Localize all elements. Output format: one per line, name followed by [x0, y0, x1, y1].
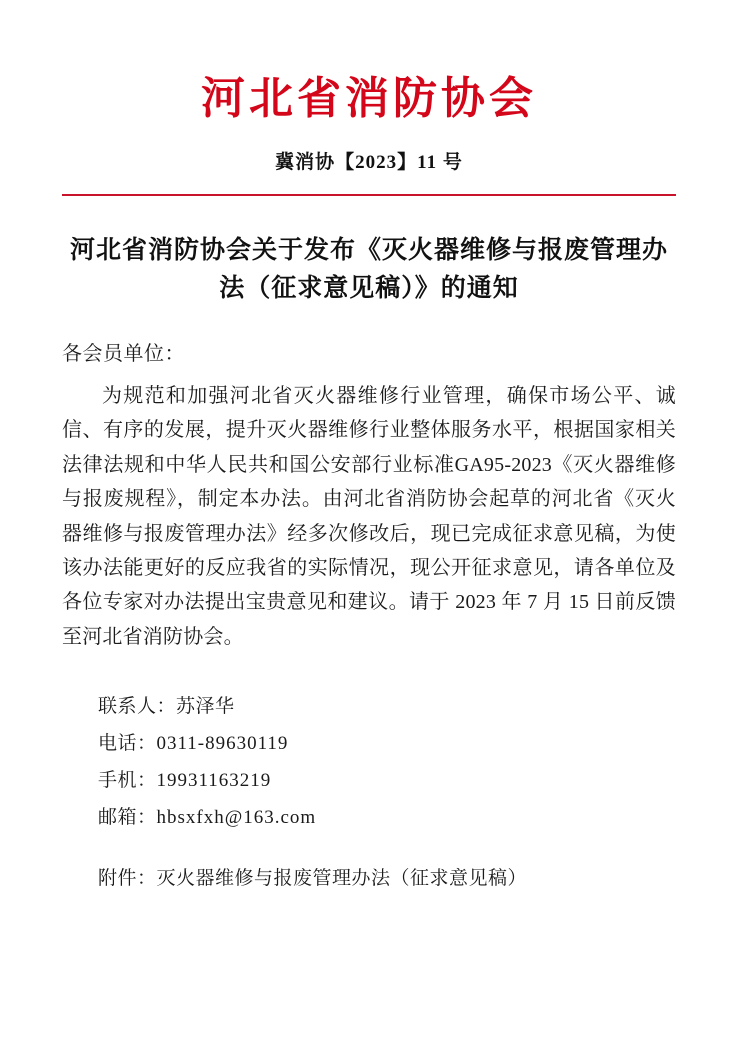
contact-person-value: 苏泽华	[176, 696, 235, 718]
contact-person-line	[98, 688, 676, 725]
body-paragraph: 为规范和加强河北省灭火器维修行业管理，确保市场公平、诚信、有序的发展，提升灭火器维修行业整体服务水平，根据国家相关法律法规和中华人民共和国公安部行业标准GA95-2023《灭火器维修与报废规程》，制定本办法。由河北省消防协会起草的河北省《灭火器维修与报废管理办法》经多次修改后，现已完成征求意见稿，为使该办法能更好的反应我省的实际情况，现公开征求意见，请各单位及各位专家对办法提出宝贵意见和建议。请于 2023 年 7 月 15 日前反馈至河北省消防协会。	[62, 385, 676, 648]
contact-phone-label: 电话：	[98, 733, 157, 755]
contact-email-value: hbsxfxh@163.com	[156, 807, 317, 829]
contact-email-label: 邮箱：	[98, 807, 157, 829]
contact-block	[62, 688, 676, 836]
red-divider-rule	[62, 194, 676, 196]
organization-title: 河北省消防协会	[201, 73, 537, 124]
salutation: 各会员单位：	[62, 343, 185, 366]
contact-mobile-value: 19931163219	[156, 770, 272, 792]
attachment-line: 附件：灭火器维修与报废管理办法（征求意见稿）	[98, 868, 528, 890]
contact-mobile-line	[98, 762, 676, 799]
document-page	[0, 74, 738, 1041]
document-title: 河北省消防协会关于发布《灭火器维修与报废管理办法（征求意见稿）》的通知	[70, 236, 669, 303]
contact-phone-value: 0311-89630119	[156, 733, 289, 755]
contact-phone-line	[98, 725, 676, 762]
contact-person-label: 联系人：	[98, 696, 177, 718]
document-number: 冀消协【2023】11 号	[275, 151, 463, 173]
contact-mobile-label: 手机：	[98, 770, 157, 792]
contact-email-line	[98, 799, 676, 836]
